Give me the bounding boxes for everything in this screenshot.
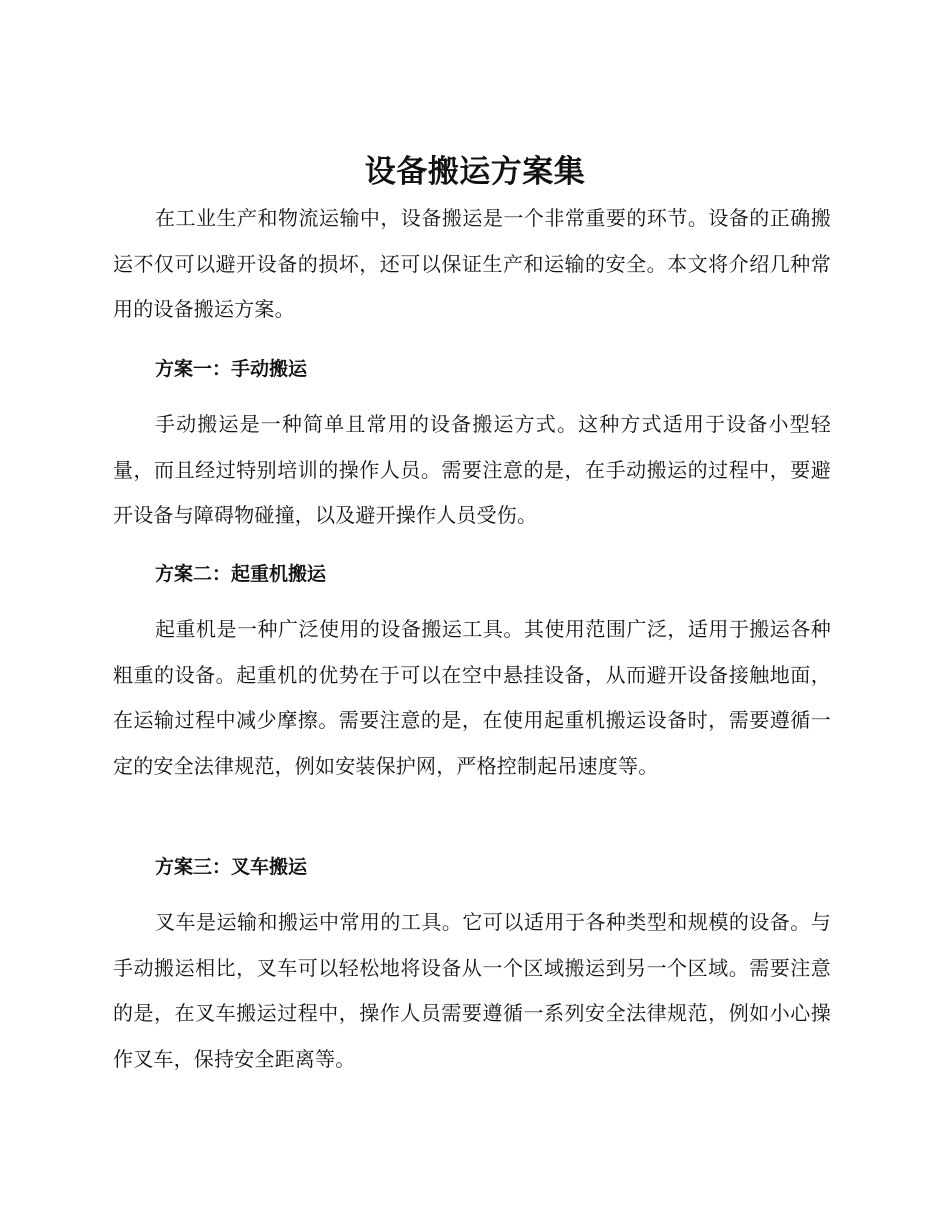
section-heading-crane: 方案二：起重机搬运 [155,563,327,585]
section-body-crane: 起重机是一种广泛使用的设备搬运工具。其使用范围广泛，适用于搬运各种粗重的设备。起重机的优势在于可以在空中悬挂设备，从而避开设备接触地面，在运输过程中减少摩擦。需要注意的是，在使用起重机搬运设备时，需要遵循一定的安全法律规范，例如安装保护网，严格控制起吊速度等。 [113,617,831,778]
section-heading-forklift: 方案三：叉车搬运 [155,856,308,878]
section-body-forklift: 叉车是运输和搬运中常用的工具。它可以适用于各种类型和规模的设备。与手动搬运相比，叉车可以轻松地将设备从一个区域搬运到另一个区域。需要注意的是，在叉车搬运过程中，操作人员需要遵循一系列安全法律规范，例如小心操作叉车，保持安全距离等。 [113,910,831,1071]
section-body-manual: 手动搬运是一种简单且常用的设备搬运方式。这种方式适用于设备小型轻量，而且经过特别培训的操作人员。需要注意的是，在手动搬运的过程中，要避开设备与障碍物碰撞，以及避开操作人员受伤。 [113,412,831,527]
intro-paragraph: 在工业生产和物流运输中，设备搬运是一个非常重要的环节。设备的正确搬运不仅可以避开设备的损坏，还可以保证生产和运输的安全。本文将介绍几种常用的设备搬运方案。 [113,206,831,321]
document-title: 设备搬运方案集 [364,154,586,190]
section-heading-manual: 方案一：手动搬运 [155,358,308,380]
